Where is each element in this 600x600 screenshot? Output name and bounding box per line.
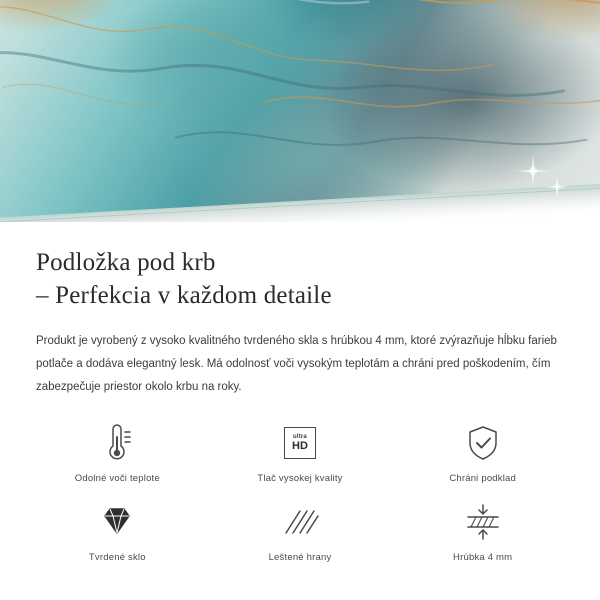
feature-grid: [0, 421, 600, 563]
hero-image: [0, 0, 600, 222]
feature-polished-edges: [209, 500, 392, 563]
ultra-hd-icon: [284, 421, 316, 465]
feature-label: Leštené hrany: [268, 552, 332, 563]
feature-label: Tlač vysokej kvality: [257, 473, 343, 484]
product-description: Produkt je vyrobený z vysoko kvalitného tvrdeného skla s hrúbkou 4 mm, ktoré zvýrazňuje hĺbku farieb potlače a dodáva elegantný lesk. Má odolnosť voči vysokým teplotám a chráni pred poškodením, čím zabezpečuje priestor okolo krbu na roky.: [36, 335, 557, 393]
headline-line-1: Podložka pod krb: [36, 249, 216, 276]
feature-label: Odolné voči teplote: [74, 473, 160, 484]
shield-check-icon: [465, 421, 501, 465]
feature-thickness: [391, 500, 574, 563]
gold-veins: [0, 0, 600, 219]
feature-label: Hrúbka 4 mm: [453, 552, 513, 563]
hero-image-inner: [0, 0, 600, 222]
feature-label: Chráni podklad: [449, 473, 517, 484]
feature-protects-surface: [391, 421, 574, 484]
feature-tempered-glass: [26, 500, 209, 563]
ultra-hd-badge-top: ultra: [292, 434, 307, 440]
feature-heat-resistant: [26, 421, 209, 484]
text-content: [0, 222, 600, 399]
diamond-icon: [97, 500, 137, 544]
thickness-arrows-icon: [463, 500, 503, 544]
glass-panel: [0, 0, 600, 219]
thermometer-icon: [98, 421, 136, 465]
page-title: [36, 246, 564, 312]
headline-line-2: – Perfekcia v každom detaile: [36, 282, 332, 309]
feature-print-quality: [209, 421, 392, 484]
ultra-hd-badge-bottom: HD: [292, 440, 308, 452]
feature-label: Tvrdené sklo: [88, 552, 146, 563]
polished-edges-icon: [280, 500, 320, 544]
